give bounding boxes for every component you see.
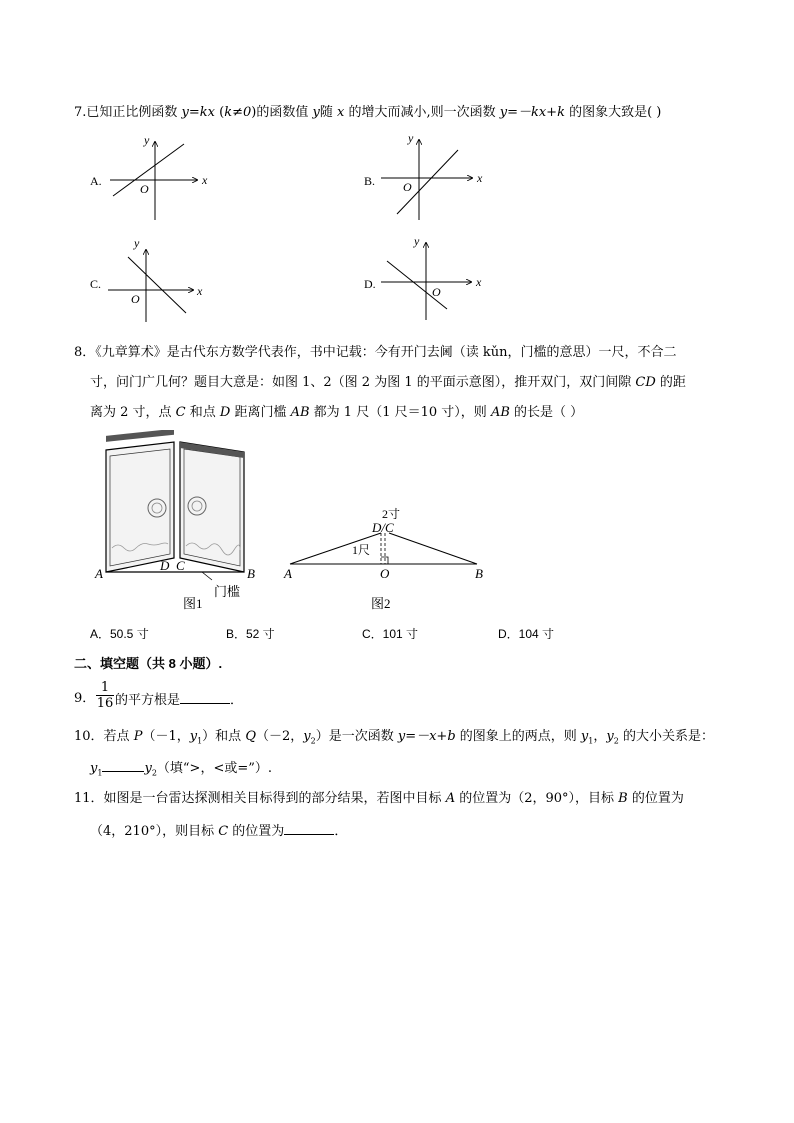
q7-graphs xyxy=(0,0,794,340)
option-c-label: C. xyxy=(90,277,102,291)
option-d-label: D. xyxy=(364,277,376,291)
q8-line-3: 离为 2 寸，点 C 和点 D 距离门槛 AB 都为 1 尺（1 尺＝10 寸），则 AB 的长是（ ） xyxy=(90,405,584,420)
q10-line-1: 10．若点 P（－1，$y_1$）和点 Q（－2，$y_2$）是一次函数 y=－x+b 的图象上的两点，则 $y_1$，$y_2$ 的大小关系是： xyxy=(74,729,714,746)
q8-option-b[interactable]: B．52 寸 xyxy=(226,627,275,641)
option-a-y-label: y xyxy=(144,133,150,147)
right-door xyxy=(180,442,244,572)
option-c-graph[interactable] xyxy=(90,236,203,322)
q7-stem: 7.已知正比例函数 y=kx (k≠0)的函数值 y随 x 的增大而减小,则一次函数 y=－kx+k 的图象大致是( ) xyxy=(74,105,662,120)
q10-line-2: $y_1$ $y_2$（填“>，<或=”）. xyxy=(90,758,272,783)
left-door xyxy=(106,442,174,572)
option-d-graph[interactable] xyxy=(364,234,482,320)
q11-line-1: 11．如图是一台雷达探测相关目标得到的部分结果，若图中目标 A 的位置为（2，90°），目标 B 的位置为 xyxy=(74,791,684,806)
q8-line-2: 寸，问门广几何？题目大意是：如图 1、2（图 2 为图 1 的平面示意图），推开双门，双门间隙 CD 的距 xyxy=(90,375,686,390)
option-b-origin: O xyxy=(403,180,412,194)
fig2-label-b: B xyxy=(475,566,483,581)
fig1-label-c: C xyxy=(176,558,185,573)
fig1-label-d: D xyxy=(160,558,170,573)
fig2-label-a: A xyxy=(284,566,292,581)
option-c-origin: O xyxy=(131,292,140,306)
fig2-gap-label: 2寸 xyxy=(382,507,401,521)
fig1-caption: 图1 xyxy=(183,596,203,611)
option-a-graph[interactable] xyxy=(90,133,208,220)
fig2-dc-label: D/C xyxy=(372,520,394,535)
fig2-label-o: O xyxy=(380,566,390,581)
q8-line-1: 8．《九章算术》是古代东方数学代表作，书中记载：今有开门去阃（读 kǔn，门槛的意思）一尺，不合二 xyxy=(74,345,677,360)
option-d-x-label: x xyxy=(476,275,482,289)
option-d-y-label: y xyxy=(414,234,420,248)
q9-number: 9． xyxy=(74,691,96,706)
option-a-origin: O xyxy=(140,182,149,196)
fig1-label-a: A xyxy=(95,566,103,581)
option-b-label: B. xyxy=(364,174,376,188)
q11-answer-blank[interactable] xyxy=(284,821,334,835)
section-2-title: 二、填空题（共 8 小题）. xyxy=(74,656,223,671)
option-b-graph[interactable] xyxy=(364,131,483,220)
q9-fraction: $\frac{1}{16}$ xyxy=(96,680,114,711)
q9-stem: 的平方根是 ． xyxy=(115,690,243,710)
q8-option-c[interactable]: C．101 寸 xyxy=(362,627,419,641)
option-b-y-label: y xyxy=(408,131,414,145)
fig1-sill-label: 门槛 xyxy=(214,584,241,599)
option-a-x-label: x xyxy=(202,173,208,187)
q8-option-d[interactable]: D．104 寸 xyxy=(498,627,555,641)
figure-2 xyxy=(283,506,483,611)
option-b-x-label: x xyxy=(477,171,483,185)
fig1-label-b: B xyxy=(247,566,255,581)
q8-option-a[interactable]: A．50.5 寸 xyxy=(90,627,149,641)
option-c-y-label: y xyxy=(134,236,140,250)
figure-1 xyxy=(94,430,255,611)
option-d-origin: O xyxy=(432,285,441,299)
q8-figures xyxy=(0,430,794,620)
q9-answer-blank[interactable] xyxy=(180,690,230,704)
fig2-caption: 图2 xyxy=(371,596,391,611)
option-a-label: A. xyxy=(90,174,102,188)
option-c-x-label: x xyxy=(197,284,203,298)
q10-answer-blank[interactable] xyxy=(102,758,144,772)
fig2-height-label: 1尺 xyxy=(352,543,371,557)
q11-line-2: （4，210°），则目标 C 的位置为 ． xyxy=(90,821,347,841)
